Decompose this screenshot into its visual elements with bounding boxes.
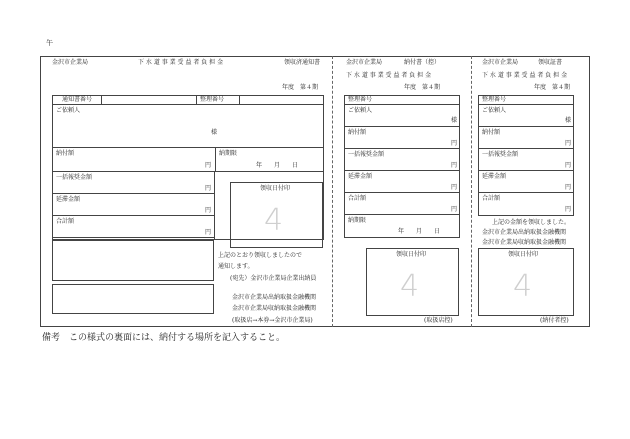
total-label: 合計額: [348, 195, 367, 202]
sama: 様: [451, 117, 458, 124]
stamp-label: 領収日付印: [260, 185, 291, 192]
perforation-1: [332, 56, 333, 327]
sama: 様: [211, 129, 218, 136]
form-title: 下 水 道 事 業 受 益 者 負 担 金: [138, 59, 224, 66]
delay-yen: 円: [205, 207, 212, 214]
fiscal-period: 年度 第４期: [282, 84, 319, 91]
total-yen: 円: [451, 206, 458, 213]
bank-1: 金沢市企業局出納取扱金融機関: [232, 294, 317, 301]
doc-type: 納付書（控）: [404, 59, 441, 66]
amount-label: 納付額: [482, 129, 501, 136]
delay-label: 延滞金額: [56, 196, 81, 203]
bank-1: 金沢市企業局出納取扱金融機関: [482, 229, 567, 236]
lump-yen: 円: [565, 162, 572, 169]
bank-2: 金沢市企業局収納取扱金融機関: [482, 239, 567, 246]
seiri-label: 整理番号: [482, 96, 507, 103]
lump-label: 一括報奨金額: [482, 151, 519, 158]
stamp-number: 4: [513, 269, 533, 304]
delay-label: 延滞金額: [482, 173, 507, 180]
amount-yen: 円: [205, 162, 212, 169]
footnote: 備考 この様式の裏面には、納付する場所を記入すること。: [42, 333, 286, 343]
total-yen: 円: [565, 206, 572, 213]
total-label: 合計額: [56, 218, 75, 225]
issuer: 金沢市企業局: [346, 59, 383, 66]
page-label: 午: [46, 39, 53, 47]
notice-no-label: 通知書番号: [62, 96, 93, 103]
lump-yen: 円: [451, 162, 458, 169]
receipt-line2: 通知します。: [218, 263, 254, 270]
bank-2: 金沢市企業局収納取扱金融機関: [232, 305, 317, 312]
receipt-line1: 上記の金額を領収しました。: [492, 219, 571, 226]
amount-label: 納付額: [56, 150, 75, 157]
form-title: 下 水 道 事 業 受 益 者 負 担 金: [346, 72, 432, 79]
amount-yen: 円: [451, 140, 458, 147]
requester-label: ご依頼人: [348, 107, 373, 114]
blank-box-lower: [52, 284, 214, 314]
receipt-line3: (宛先）金沢市企業局企業出納員: [230, 275, 317, 282]
seiri-label: 整理番号: [348, 96, 373, 103]
requester-label: ご依頼人: [482, 107, 507, 114]
fiscal-period: 年度 第４期: [404, 84, 441, 91]
doc-type: 領収証書: [538, 59, 563, 66]
stamp-label: 領収日付印: [508, 251, 539, 258]
lump-yen: 円: [205, 185, 212, 192]
stamp-number: 4: [264, 203, 284, 238]
stamp-number: 4: [400, 269, 420, 304]
keeper-label: (取扱店控): [424, 317, 453, 324]
delay-label: 延滞金額: [348, 173, 373, 180]
requester-label: ご依頼人: [56, 107, 81, 114]
lump-label: 一括報奨金額: [348, 151, 385, 158]
doc-type: 領収済通知書: [284, 59, 321, 66]
deadline-label: 納期限: [348, 217, 367, 224]
lump-label: 一括報奨金額: [56, 174, 93, 181]
issuer: 金沢市企業局: [52, 59, 89, 66]
delay-yen: 円: [451, 184, 458, 191]
total-label: 合計額: [482, 195, 501, 202]
amount-label: 納付額: [348, 129, 367, 136]
total-yen: 円: [205, 229, 212, 236]
amount-yen: 円: [565, 140, 572, 147]
form-title: 下 水 道 事 業 受 益 者 負 担 金: [482, 72, 568, 79]
blank-box-upper: [52, 240, 214, 281]
keeper-label: (納付者控): [540, 317, 569, 324]
seiri-label: 整理番号: [200, 96, 225, 103]
delay-yen: 円: [565, 184, 572, 191]
sama: 様: [565, 117, 572, 124]
issuer: 金沢市企業局: [482, 59, 519, 66]
deadline-date: 年 月 日: [256, 162, 299, 169]
receipt-line1: 上記のとおり領収しましたので: [218, 252, 303, 259]
route-text: (取扱店→本券→金沢市企業局): [232, 317, 313, 324]
stamp-label: 領収日付印: [396, 251, 427, 258]
fiscal-period: 年度 第４期: [534, 84, 571, 91]
perforation-2: [471, 56, 472, 327]
deadline-date: 年 月 日: [398, 228, 441, 235]
deadline-label: 納期限: [219, 150, 238, 157]
